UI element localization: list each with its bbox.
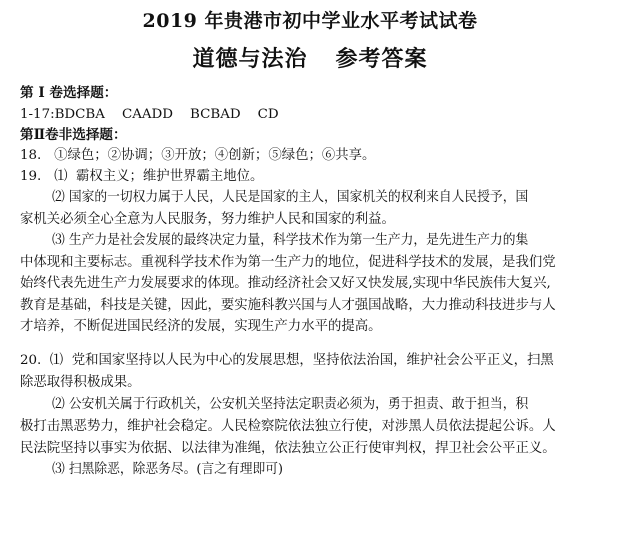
q19-line: 家机关必须全心全意为人民服务，努力维护人民和国家的利益。	[20, 212, 395, 227]
subject-title	[0, 42, 620, 73]
q19-line: 教育是基础，科技是关键，因此，要实施科教兴国与人才强国战略，大力推动科技进步与人	[20, 298, 556, 313]
q18-answer: 18. ①绿色；②协调；③开放；④创新；⑤绿色；⑥共享。	[20, 148, 376, 163]
q19-line: 中体现和主要标志。重视科学技术作为第一生产力的地位，促进科学技术的发展，是我们党	[20, 255, 556, 270]
q20-line: 极打击黑恶势力，维护社会稳定。人民检察院依法独立行使，对涉黑人员依法提起公诉。人	[20, 419, 556, 434]
q20-line: ⑵ 公安机关属于行政机关，公安机关坚持法定职责必须为，勇于担责、敢于担当，积	[52, 397, 529, 412]
q19-line: 始终代表先进生产力发展要求的体现。推动经济社会又好又快发展,实现中华民族伟大复兴,	[20, 276, 551, 291]
q20-line: ⑶ 扫黑除恶，除恶务尽。(言之有理即可)	[52, 462, 283, 477]
q19-line: ⑵ 国家的一切权力属于人民，人民是国家的主人，国家机关的权利来自人民授予，国	[52, 190, 529, 205]
choice-answers: 1-17:BDCBA CAADD BCBAD CD	[20, 107, 279, 122]
exam-title: 2019 年贵港市初中学业水平考试试卷	[142, 10, 478, 32]
subject-name: 道德与法治	[192, 46, 308, 72]
section2-heading: 第Ⅱ卷非选择题：	[20, 127, 127, 143]
q19-line: 19. ⑴ 霸权主义；维护世界霸主地位。	[20, 169, 264, 184]
q20-line: 20. ⑴ 党和国家坚持以人民为中心的发展思想，坚持依法治国，维护社会公平正义，扫黑	[20, 353, 554, 368]
q19-line: 才培养，不断促进国民经济的发展，实现生产力水平的提高。	[20, 319, 382, 334]
answer-key-label: 参考答案	[335, 46, 428, 72]
section1-heading: 第 I 卷选择题：	[20, 85, 118, 101]
q20-line: 除恶取得积极成果。	[20, 375, 141, 390]
q19-line: ⑶ 生产力是社会发展的最终决定力量，科学技术作为第一生产力，是先进生产力的集	[52, 233, 529, 248]
q20-line: 民法院坚持以事实为依据、以法律为准绳，依法独立公正行使审判权，捍卫社会公平正义。	[20, 441, 556, 456]
